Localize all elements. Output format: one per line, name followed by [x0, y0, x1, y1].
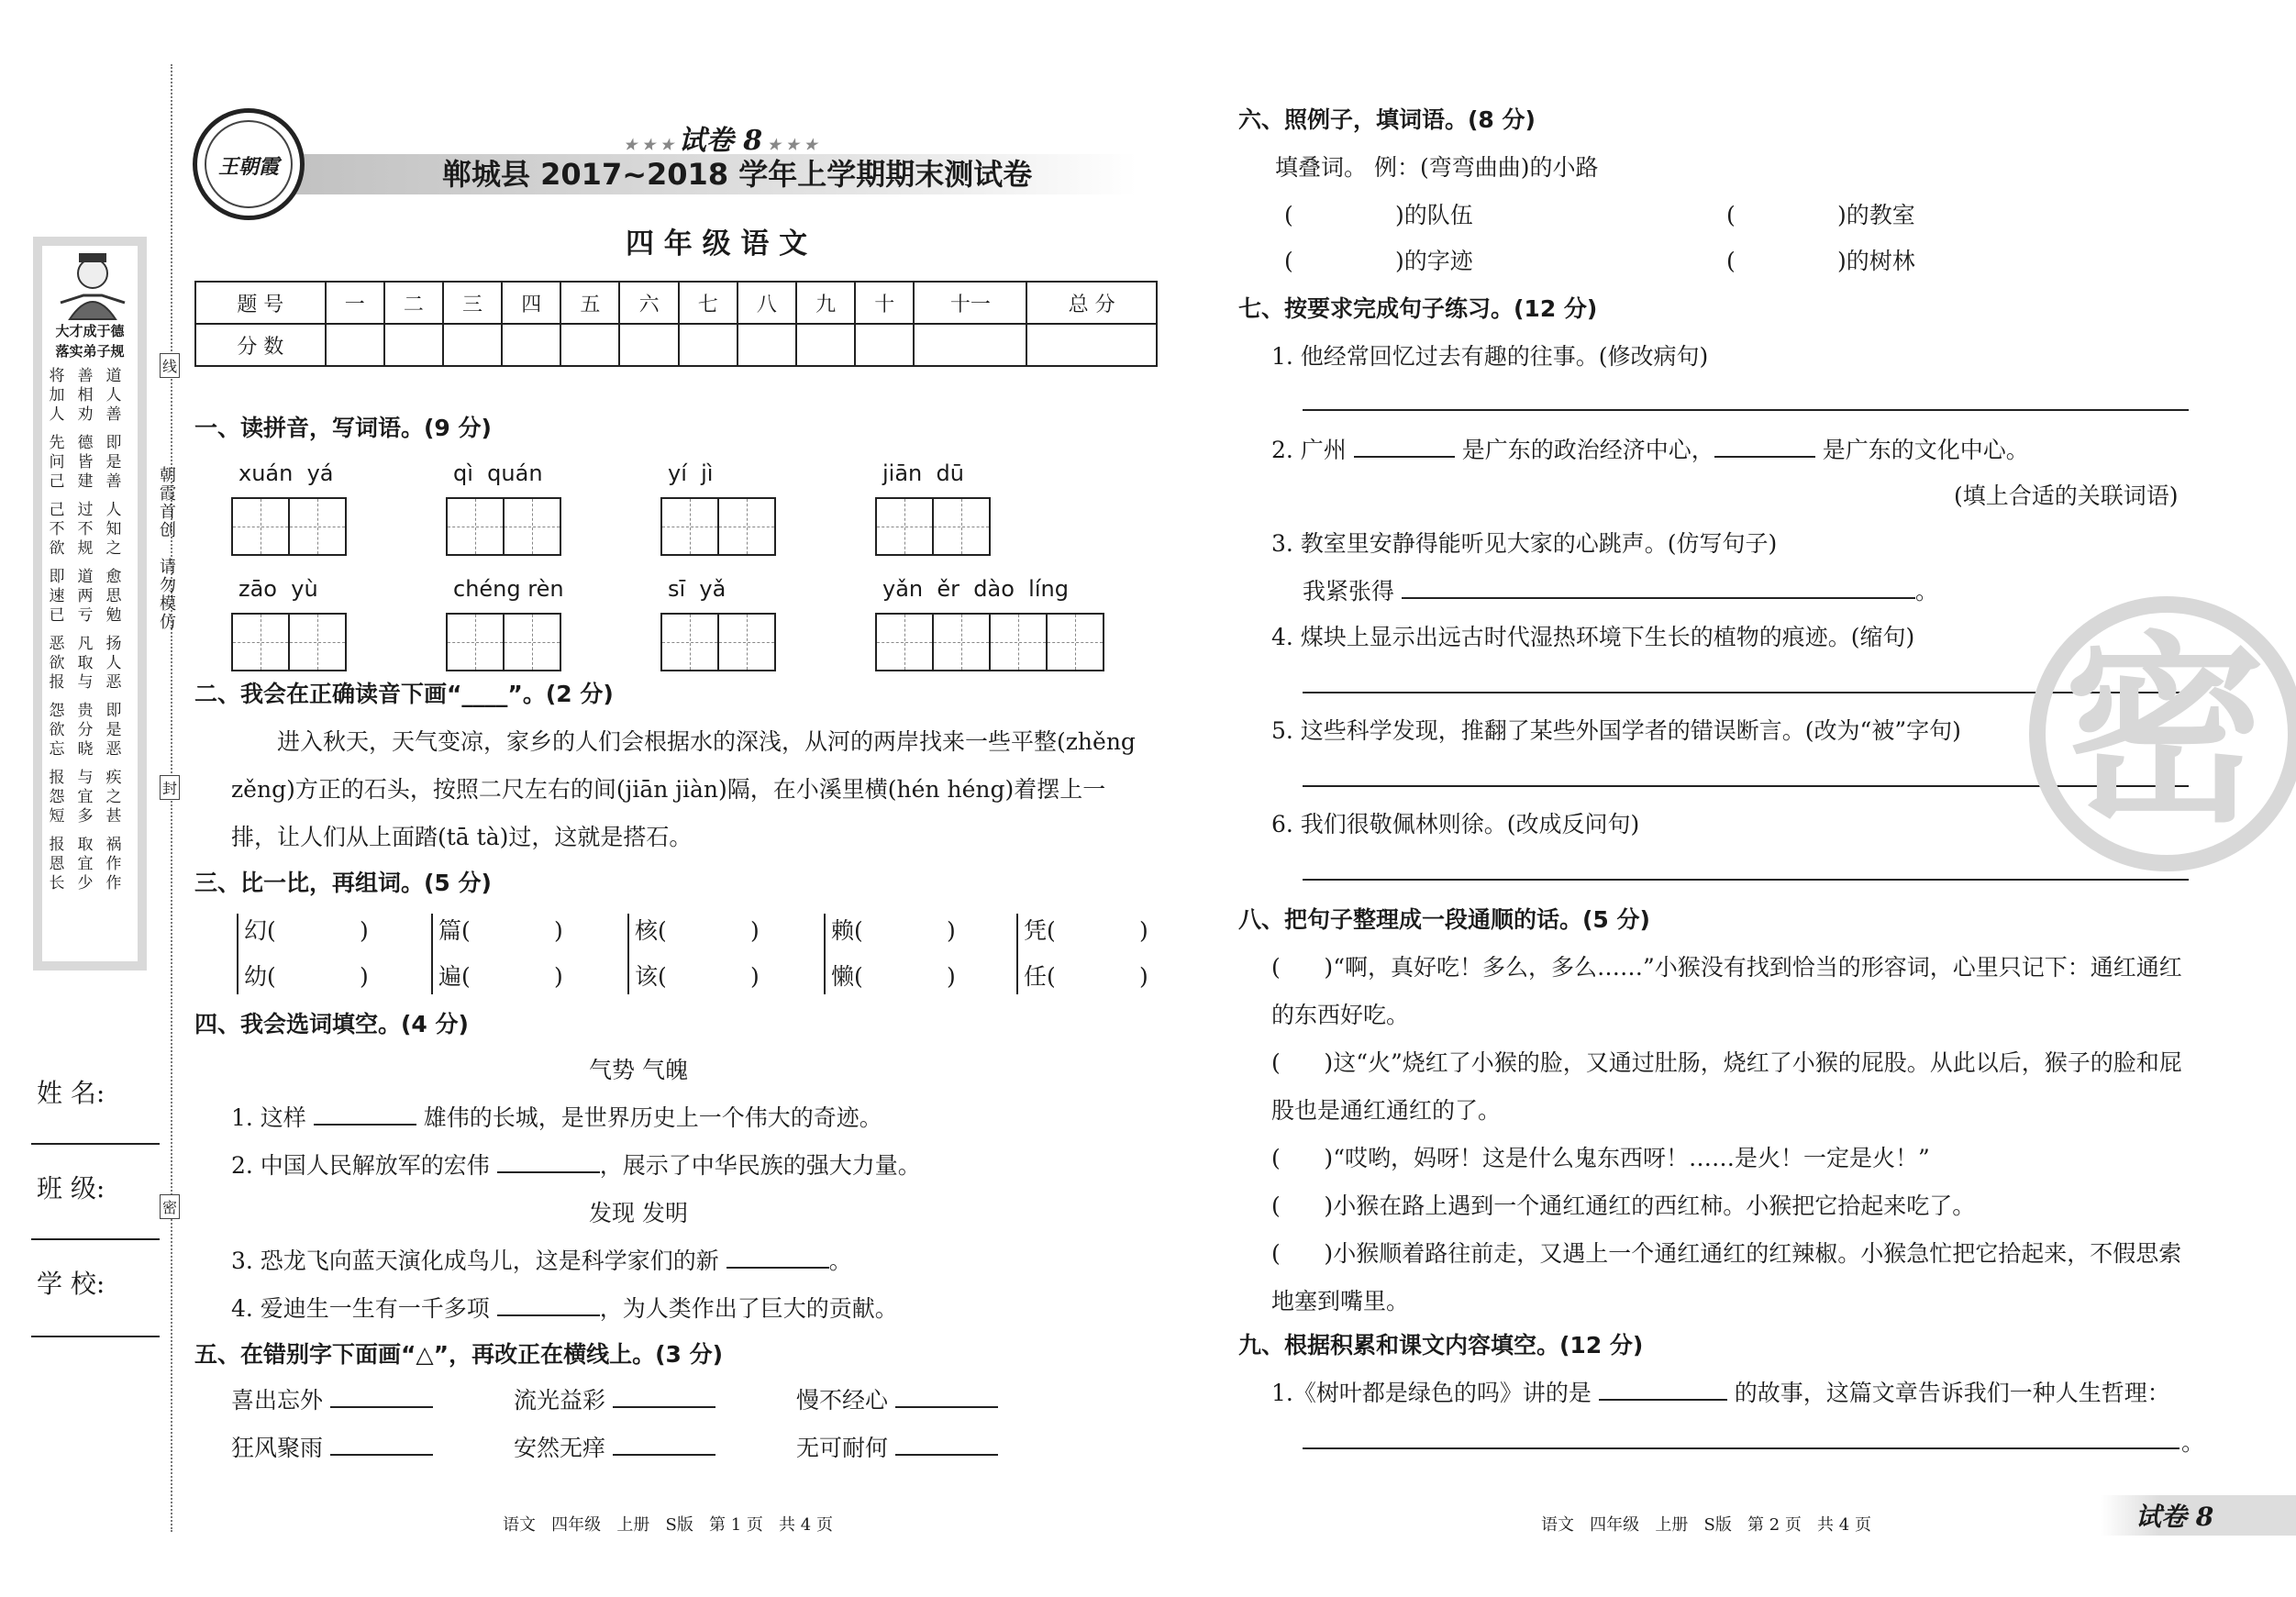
- q1-writing-grid: [875, 613, 1104, 671]
- score-table-column-header: 九: [796, 282, 855, 324]
- q1-pinyin: xuán yá: [238, 460, 334, 486]
- q7-sentence-3-answer: [1303, 576, 1938, 607]
- proverb-line: 长少作: [49, 874, 135, 893]
- q6-intro: 填叠词。 例：(弯弯曲曲)的小路: [1275, 154, 1599, 181]
- q3-brace: [627, 914, 629, 994]
- score-table-column-header: 六: [619, 282, 678, 324]
- q5-idiom: 安然无痒: [514, 1435, 606, 1461]
- q7-blank-2b[interactable]: [1714, 436, 1815, 458]
- q7-sentence-3: 3. 教室里安静得能听见大家的心跳声。(仿写句子): [1271, 530, 1778, 557]
- proverb-line: 恩宜作: [49, 855, 135, 873]
- q9-s1-suffix: 的故事，这篇文章告诉我们一种人生哲理：: [1734, 1380, 2170, 1406]
- vertical-note-2: 请勿模仿: [157, 558, 176, 631]
- q5-heading: 五、在错别字下面画“△”，再改正在横线上。(3 分): [194, 1341, 724, 1368]
- q3-close-paren: ): [947, 917, 956, 944]
- score-table-column-header: 十一: [914, 282, 1026, 324]
- q3-close-paren: ): [750, 963, 760, 990]
- fold-mark-2: 封: [160, 775, 180, 800]
- q9-s1-prefix: 1.《树叶都是绿色的吗》讲的是: [1271, 1380, 1592, 1406]
- score-table-column-header: 七: [679, 282, 738, 324]
- score-cell[interactable]: [443, 324, 502, 366]
- q2-line-3: 排，让人们从上面踏(tā tà)过，这就是搭石。: [231, 824, 693, 850]
- q3-char: 任(: [1024, 963, 1056, 990]
- score-cell[interactable]: [384, 324, 443, 366]
- q5-item: [796, 1433, 998, 1464]
- score-cell[interactable]: [796, 324, 855, 366]
- q6-item-1[interactable]: ( )的队伍: [1284, 202, 1473, 228]
- q3-item[interactable]: [635, 908, 800, 954]
- q7-answer-line-6[interactable]: [1303, 879, 2189, 881]
- proverb-line: 怨贵即: [49, 702, 135, 720]
- q7-sentence-6: 6. 我们很敬佩林则徐。(改成反问句): [1271, 811, 1640, 837]
- exam-title: 郸城县 2017~2018 学年上学期期末测试卷: [442, 157, 1033, 192]
- score-cell[interactable]: [619, 324, 678, 366]
- q9-sentence-1: [1271, 1378, 2170, 1409]
- q3-char: 懒(: [831, 963, 863, 990]
- corner-label: 试卷 8: [2135, 1502, 2214, 1532]
- q1-writing-grid: [446, 497, 561, 556]
- q3-pair: [237, 908, 420, 1000]
- vertical-note-1: 朝霞首创: [157, 466, 176, 539]
- q1-writing-grid: [660, 613, 776, 671]
- proverb-line: 人劝善: [49, 405, 135, 424]
- sidebar-proverbs: [48, 367, 136, 903]
- q1-pinyin: jiān dū: [882, 460, 964, 486]
- star-icon: ★ ★ ★: [762, 136, 817, 153]
- score-table-column-header: 三: [443, 282, 502, 324]
- score-table: [194, 281, 1158, 367]
- q3-pair: [1016, 908, 1200, 1000]
- score-table-column-header: 四: [502, 282, 560, 324]
- q7-blank-3[interactable]: [1402, 577, 1915, 599]
- q7-heading: 七、按要求完成句子练习。(12 分): [1238, 295, 1598, 322]
- q3-char: 篇(: [438, 917, 471, 944]
- q9-end: 。: [2181, 1429, 2205, 1456]
- star-icon: ★ ★ ★: [624, 136, 679, 153]
- q3-close-paren: ): [947, 963, 956, 990]
- q1-heading: 一、读拼音，写词语。(9 分): [194, 415, 492, 441]
- q3-pair: [627, 908, 811, 1000]
- q8-line-4: 股也是通红通红的了。: [1271, 1097, 1502, 1124]
- q5-blank[interactable]: [613, 1434, 715, 1456]
- q5-idiom: 狂风聚雨: [231, 1435, 324, 1461]
- q4-sentence-2: [231, 1150, 921, 1181]
- score-cell[interactable]: [502, 324, 560, 366]
- q7-s2-prefix: 2. 广州: [1271, 437, 1347, 463]
- q4-s4-prefix: 4. 爱迪生一生有一千多项: [231, 1295, 490, 1322]
- footer-right: 语文 四年级 上册 S版 第 2 页 共 4 页: [1541, 1515, 1871, 1535]
- q9-heading: 九、根据积累和课文内容填空。(12 分): [1238, 1332, 1644, 1359]
- q5-idiom: 慢不经心: [796, 1387, 889, 1414]
- q5-item: [796, 1385, 998, 1416]
- name-field-label: 姓 名:: [37, 1078, 105, 1108]
- confidential-stamp: [2029, 596, 2296, 871]
- q1-grid-cell[interactable]: [660, 613, 719, 671]
- score-cell[interactable]: [560, 324, 619, 366]
- q2-line-1: 进入秋天，天气变凉，家乡的人们会根据水的深浅，从河的两岸找来一些平整(zhěng: [277, 728, 1136, 755]
- proverb-line: 已亏勉: [49, 606, 135, 625]
- q4-word-choices-1: 气势 气魄: [589, 1057, 688, 1083]
- q6-heading: 六、照例子，填词语。(8 分): [1238, 106, 1536, 133]
- q3-close-paren: ): [1139, 917, 1148, 944]
- q4-blank-1[interactable]: [314, 1103, 416, 1126]
- q3-char: 幼(: [244, 963, 276, 990]
- q3-item[interactable]: [1024, 908, 1189, 954]
- q7-sentence-4: 4. 煤块上显示出远古时代湿热环境下生长的植物的痕迹。(缩句): [1271, 624, 1915, 650]
- q1-writing-grid: [875, 497, 991, 556]
- q3-item[interactable]: [244, 954, 409, 1000]
- q5-item: [231, 1433, 433, 1464]
- q1-pinyin: zāo yù: [238, 576, 318, 602]
- score-table-header-row: [195, 282, 1157, 324]
- q5-idiom: 流光益彩: [514, 1387, 606, 1414]
- proverb-line: 欲规之: [49, 539, 135, 558]
- score-table-row2-label: 分 数: [195, 324, 326, 366]
- q1-grid-cell[interactable]: [717, 613, 776, 671]
- q3-char: 该(: [635, 963, 667, 990]
- class-field-label: 班 级:: [37, 1173, 105, 1203]
- q3-char: 遍(: [438, 963, 471, 990]
- score-table-column-header: 五: [560, 282, 619, 324]
- q6-item-3[interactable]: ( )的字迹: [1284, 248, 1473, 274]
- brand-logo: [193, 108, 305, 220]
- q4-blank-3[interactable]: [727, 1247, 829, 1269]
- score-cell[interactable]: [326, 324, 384, 366]
- q8-line-5: ( )“哎哟，妈呀！这是什么鬼东西呀！……是火！一定是火！”: [1271, 1145, 1930, 1171]
- q3-char: 凭(: [1024, 917, 1056, 944]
- q1-pinyin: yí jì: [668, 460, 714, 486]
- q3-brace: [824, 914, 826, 994]
- q3-close-paren: ): [360, 917, 369, 944]
- q5-item: [514, 1385, 715, 1416]
- score-cell[interactable]: [679, 324, 738, 366]
- q5-idiom: 无可耐何: [796, 1435, 889, 1461]
- q1-pinyin: sī yǎ: [668, 576, 727, 602]
- q6-item-2[interactable]: ( )的教室: [1726, 202, 1915, 228]
- q1-grid-cell[interactable]: [932, 497, 991, 556]
- score-cell[interactable]: [914, 324, 1026, 366]
- q3-char: 赖(: [831, 917, 863, 944]
- q1-writing-grid: [231, 497, 347, 556]
- name-field[interactable]: [31, 1143, 160, 1145]
- q2-heading: 二、我会在正确读音下画“____”。(2 分): [194, 681, 614, 707]
- q4-s2-prefix: 2. 中国人民解放军的宏伟: [231, 1152, 490, 1179]
- q7-sentence-5: 5. 这些科学发现，推翻了某些外国学者的错误断言。(改为“被”字句): [1271, 717, 1961, 744]
- footer-left: 语文 四年级 上册 S版 第 1 页 共 4 页: [503, 1515, 833, 1535]
- q3-brace: [431, 914, 433, 994]
- q8-line-3: ( )这“火”烧红了小猴的脸，又通过肚肠，烧红了小猴的屁股。从此以后，猴子的脸和屁: [1271, 1049, 2182, 1076]
- q3-item[interactable]: [438, 908, 604, 954]
- q8-line-8: 地塞到嘴里。: [1271, 1288, 1410, 1314]
- q8-line-7: ( )小猴顺着路往前走，又遇上一个通红通红的红辣椒。小猴急忙把它拾起来，不假思索: [1271, 1240, 2182, 1267]
- proverb-line: 加相人: [49, 386, 135, 405]
- q5-blank[interactable]: [330, 1386, 433, 1408]
- q5-blank[interactable]: [330, 1434, 433, 1456]
- q8-heading: 八、把句子整理成一段通顺的话。(5 分): [1238, 906, 1650, 933]
- score-table-score-row: [195, 324, 1157, 366]
- proverb-line: 短多甚: [49, 807, 135, 826]
- q1-grid-cell[interactable]: [875, 497, 934, 556]
- q7-sentence-1: 1. 他经常回忆过去有趣的往事。(修改病句): [1271, 343, 1709, 370]
- exam-subtitle: 四 年 级 语 文: [626, 227, 808, 261]
- q5-blank[interactable]: [613, 1386, 715, 1408]
- q4-word-choices-2: 发现 发明: [589, 1200, 688, 1226]
- q3-char: 幻(: [244, 917, 276, 944]
- score-cell[interactable]: [1026, 324, 1157, 366]
- proverb-line: 忘晓恶: [49, 740, 135, 759]
- badge-text: 试卷 8: [678, 125, 763, 157]
- proverb-line: 己过人: [49, 501, 135, 519]
- q3-close-paren: ): [554, 963, 563, 990]
- proverb-line: 将善道: [49, 367, 135, 385]
- q1-grid-cell[interactable]: [288, 497, 347, 556]
- q3-brace: [237, 914, 238, 994]
- fold-mark-3: 密: [160, 1194, 180, 1219]
- proverb-line: 不不知: [49, 520, 135, 538]
- q3-item[interactable]: [635, 954, 800, 1000]
- proverb-line: 速两思: [49, 587, 135, 605]
- score-table-column-header: 八: [738, 282, 796, 324]
- score-table-column-header: 总 分: [1026, 282, 1157, 324]
- q7-s3-prefix: 我紧张得: [1303, 578, 1395, 604]
- q1-grid-cell[interactable]: [989, 613, 1048, 671]
- q4-sentence-4: [231, 1293, 898, 1325]
- q7-answer-line-1[interactable]: [1303, 409, 2189, 411]
- score-table-column-header: 二: [384, 282, 443, 324]
- q1-pinyin: chéng rèn: [453, 576, 564, 602]
- proverb-line: 己建善: [49, 472, 135, 491]
- q5-idiom: 喜出忘外: [231, 1387, 324, 1414]
- proverb-line: 问皆是: [49, 453, 135, 471]
- proverb-line: 怨宜之: [49, 788, 135, 806]
- q1-grid-cell[interactable]: [446, 497, 505, 556]
- q1-grid-cell[interactable]: [231, 613, 290, 671]
- q8-line-2: 的东西好吃。: [1271, 1002, 1410, 1028]
- sidebar-motto-top: 大才成于德: [55, 323, 125, 339]
- score-cell[interactable]: [855, 324, 914, 366]
- school-field[interactable]: [31, 1336, 160, 1337]
- q1-grid-cell[interactable]: [875, 613, 934, 671]
- q7-s2-suffix: 是广东的文化中心。: [1822, 437, 2029, 463]
- q7-s2-mid: 是广东的政治经济中心，: [1461, 437, 1714, 463]
- proverb-line: 即道愈: [49, 568, 135, 586]
- q1-grid-cell[interactable]: [231, 497, 290, 556]
- q4-s3-suffix: 。: [828, 1248, 852, 1274]
- q3-item[interactable]: [1024, 954, 1189, 1000]
- score-table-row1-label: 题 号: [195, 282, 326, 324]
- brand-name: 王朝霞: [217, 155, 279, 179]
- q1-writing-grid: [231, 613, 347, 671]
- q7-s3-end: 。: [1914, 578, 1938, 604]
- q1-grid-cell[interactable]: [288, 613, 347, 671]
- q8-line-6: ( )小猴在路上遇到一个通红通红的西红柿。小猴把它拾起来吃了。: [1271, 1192, 1976, 1219]
- score-table-column-header: 一: [326, 282, 384, 324]
- q1-pinyin: yǎn ěr dào líng: [882, 576, 1069, 602]
- q2-line-2: zěng)方正的石头，按照二尺左右的间(jiān jiàn)隔，在小溪里横(hén héng)着摆上一: [231, 776, 1106, 803]
- q1-grid-cell[interactable]: [1046, 613, 1104, 671]
- q4-s4-suffix: ，为人类作出了巨大的贡献。: [599, 1295, 898, 1322]
- proverb-line: 报取祸: [49, 836, 135, 854]
- q1-grid-cell[interactable]: [717, 497, 776, 556]
- q7-blank-2a[interactable]: [1354, 436, 1455, 458]
- q4-blank-2[interactable]: [497, 1151, 600, 1173]
- fold-mark-1: 线: [160, 353, 180, 378]
- school-field-label: 学 校:: [37, 1269, 105, 1299]
- q3-heading: 三、比一比，再组词。(5 分): [194, 870, 492, 896]
- q1-grid-cell[interactable]: [660, 497, 719, 556]
- q3-item[interactable]: [438, 954, 604, 1000]
- q3-pair: [824, 908, 1007, 1000]
- proverb-line: 先德即: [49, 434, 135, 452]
- q5-item: [231, 1385, 433, 1416]
- q4-s1-suffix: 雄伟的长城，是世界历史上一个伟大的奇迹。: [423, 1104, 882, 1131]
- q4-s2-suffix: ，展示了中华民族的强大力量。: [599, 1152, 921, 1179]
- q5-item: [514, 1433, 715, 1464]
- q3-item[interactable]: [831, 954, 996, 1000]
- proverb-line: 报与疾: [49, 769, 135, 787]
- score-cell[interactable]: [738, 324, 796, 366]
- q3-close-paren: ): [554, 917, 563, 944]
- q3-close-paren: ): [750, 917, 760, 944]
- q3-brace: [1016, 914, 1018, 994]
- q1-writing-grid: [660, 497, 776, 556]
- q3-char: 核(: [635, 917, 667, 944]
- class-field[interactable]: [31, 1238, 160, 1240]
- q3-close-paren: ): [1139, 963, 1148, 990]
- q4-blank-4[interactable]: [497, 1294, 600, 1316]
- q1-grid-cell[interactable]: [503, 497, 561, 556]
- proverb-line: 恶凡扬: [49, 635, 135, 653]
- q8-line-1: ( )“啊，真好吃！多么，多么……”小猴没有找到恰当的形容词，心里只记下：通红通红: [1271, 954, 2182, 981]
- q1-writing-grid: [446, 613, 561, 671]
- scholar-figure-icon: [51, 248, 134, 321]
- q9-answer-line-1[interactable]: [1303, 1447, 2180, 1449]
- proverb-line: 欲取人: [49, 654, 135, 672]
- exam-badge: [624, 117, 817, 158]
- q3-item[interactable]: [831, 908, 996, 954]
- q4-heading: 四、我会选词填空。(4 分): [194, 1011, 469, 1037]
- q4-sentence-3: [231, 1246, 852, 1277]
- q1-grid-cell[interactable]: [932, 613, 991, 671]
- q4-s1-prefix: 1. 这样: [231, 1104, 306, 1131]
- q6-item-4[interactable]: ( )的树林: [1726, 248, 1915, 274]
- q4-s3-prefix: 3. 恐龙飞向蓝天演化成鸟儿，这是科学家们的新: [231, 1248, 719, 1274]
- q3-pair: [431, 908, 615, 1000]
- proverb-line: 欲分是: [49, 721, 135, 739]
- q1-grid-cell[interactable]: [503, 613, 561, 671]
- score-table-column-header: 十: [855, 282, 914, 324]
- q9-blank-1[interactable]: [1599, 1379, 1727, 1401]
- q5-blank[interactable]: [895, 1386, 998, 1408]
- q4-sentence-1: [231, 1103, 882, 1134]
- q7-sentence-2: [1271, 435, 2029, 466]
- proverb-line: 报与恶: [49, 673, 135, 692]
- q1-pinyin: qì quán: [453, 460, 543, 486]
- q5-blank[interactable]: [895, 1434, 998, 1456]
- q1-grid-cell[interactable]: [446, 613, 505, 671]
- q3-item[interactable]: [244, 908, 409, 954]
- stamp-text: 密: [2064, 615, 2267, 849]
- sidebar-motto-bottom: 落实弟子规: [55, 343, 125, 360]
- q7-s2-note: (填上合适的关联词语): [1954, 482, 2179, 509]
- q3-close-paren: ): [360, 963, 369, 990]
